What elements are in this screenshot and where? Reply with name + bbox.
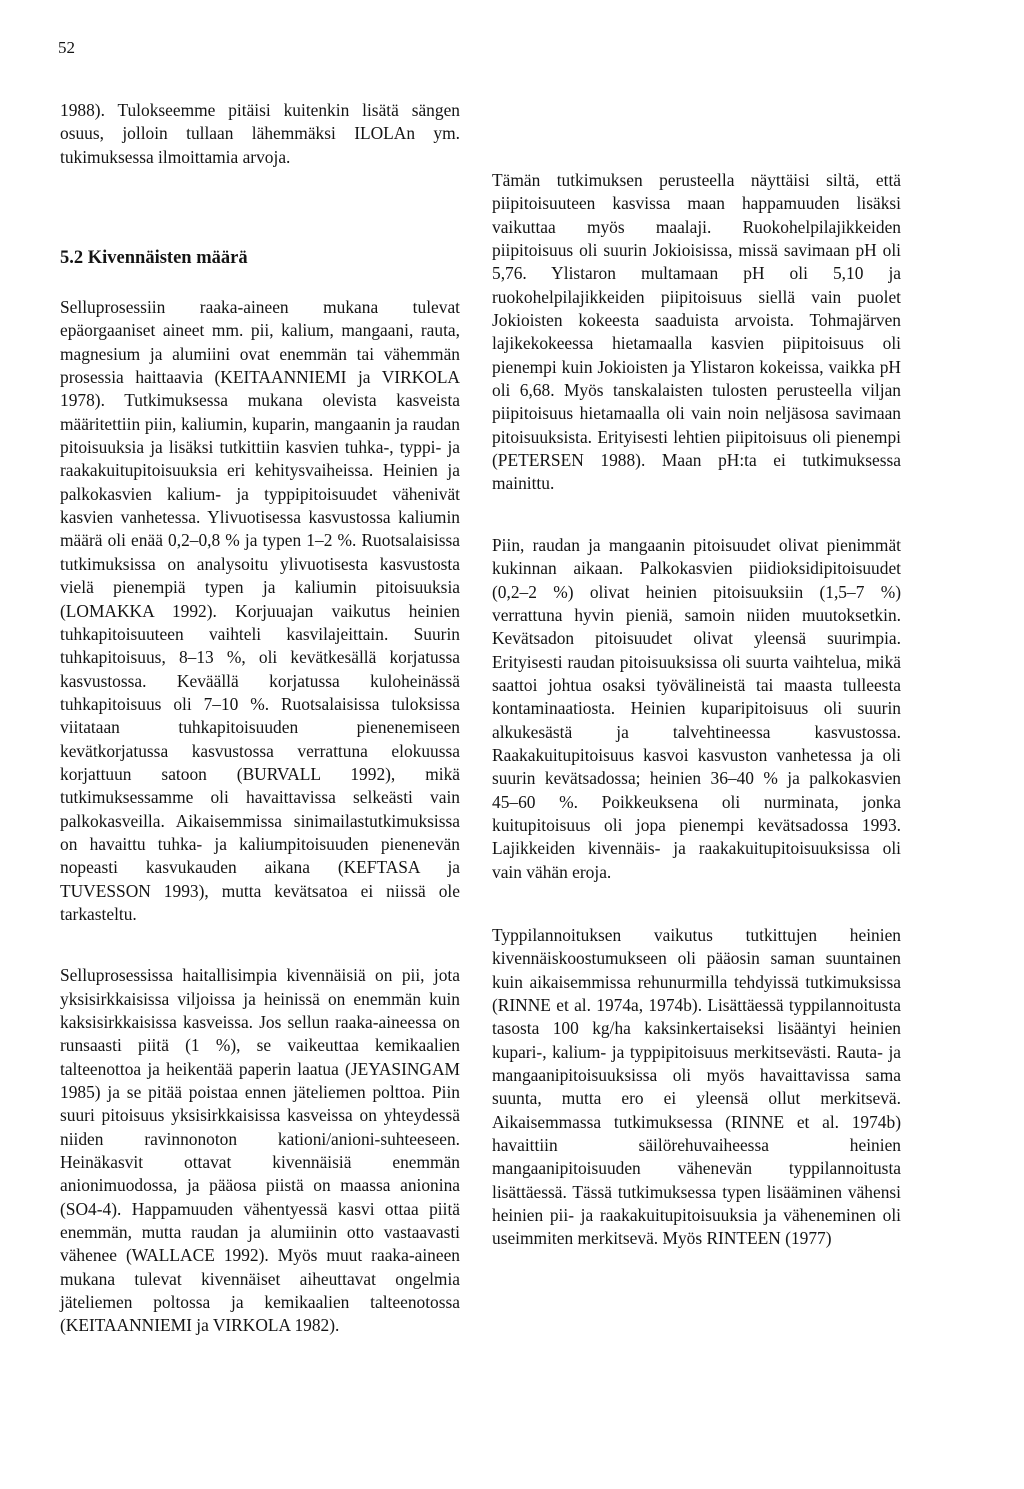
intro-paragraph: 1988). Tulokseemme pitäisi kuitenkin lisätä sängen osuus, jolloin tullaan lähemmäksi ILOLAn ym. tukimuksessa ilmoittamia arvoja.: [60, 100, 460, 167]
page-number: 52: [58, 38, 75, 57]
section-heading: 5.2 Kivennäisten määrä: [60, 248, 248, 269]
right-column: [492, 99, 901, 1251]
paragraph-nitrogen: Typpilannoituksen vaikutus tutkittujen heinien kivennäiskoostumukseen oli pääosin saman suuntainen kuin aikaisemmissa rehunurmilla tehdyissä tutkimuksissa (RINNE et al. 1974a, 1974b). Lisättäessä typpilannoitusta tasosta 100 kg/ha kaksinkertaiseksi lisääntyi heinien kupari-, kalium- ja typpipitoisuus merkitsevästi. Rauta- ja mangaanipitoisuuksissa oli myös havaittavissa sama suunta, mutta ero ei yleensä ollut merkitsevä. Aikaisemmassa tutkimuksessa (RINNE et al. 1974b) havaittiin säilörehuvaiheessa heinien mangaanipitoisuuden vähenevän typpilannoitusta lisättäessä. Tässä tutkimuksessa typen lisääminen vähensi heinien pii- ja raakakuitupitoisuuksia ja väheneminen oli useimmiten merkitsevä. Myös RINTEEN (1977): [492, 924, 901, 1249]
paragraph-silicon-intro: Selluprosessiin raaka-aineen mukana tulevat epäorgaaniset aineet mm. pii, kalium, mangaani, rauta, magnesium ja alumiini ovat enemmän tai vähemmän prosessia haittaavia (KEITAANNIEMI ja VIRKOLA 1978). Tutkimuksessa mukana olevista kasveista määritettiin piin, kaliumin, kuparin, mangaanin ja raudan pitoisuuksia ja lisäksi tutkittiin kasvien tuhka-, typpi- ja raakakuitupitoisuuksia eri kehitysvaiheissa. Heinien ja palkokasvien kalium- ja typpipitoisuudet vähenivät kasvien vanhetessa. Ylivuotisessa kasvustossa kaliumin määrä oli enää 0,2–0,8 % ja typen 1–2 %. Ruotsalaisissa tutkimuksissa on analysoitu ylivuotisesta kasvustosta vielä pienempiä typen ja kaliumin pitoisuuksia (LOMAKKA 1992). Korjuuajan vaikutus heinien tuhkapitoisuuteen vaihteli kasvilajeittain. Suurin tuhkapitoisuus, 8–13 %, oli kevätkesällä korjatussa kasvustossa. Keväällä korjatussa kuloheinässä tuhkapitoisuus oli 7–10 %. Ruotsalaisissa tuloksissa viitataan tuhkapitoisuuden pienenemiseen kevätkorjatussa kasvustossa verrattuna elokuussa korjattuun satoon (BURVALL 1992), mikä tutkimuksessamme oli havaittavissa selkeästi vain palkokasveilla. Aikaisemmissa sinimailastutkimuksissa on havaittu tuhka- ja kaliumpitoisuuden pienenevän nopeasti kasvukauden aikana (KEFTASA ja TUVESSON 1993), mutta kevätsatoa ei niissä ole tarkasteltu.: [60, 297, 460, 924]
paragraph-soil-effect: Tämän tutkimuksen perusteella näyttäisi siltä, että piipitoisuuteen kasvissa maan happamuuden lisäksi vaikuttaa myös maalaji. Ruokohelpilajikkeiden piipitoisuus oli suurin Jokioisissa, missä savimaan pH oli 5,76. Ylistaron multamaan pH oli 5,10 ja ruokohelpilajikkeiden piipitoisuus siellä vain puolet Jokioisten kokeesta saaduista arvoista. Tohmajärven lajikekokeessa hietamaalla kasvien piipitoisuus oli pienempi kuin Jokioisten ja Ylistaron kokeissa, vaikka pH oli 6,68. Myös tanskalaisten tulosten perusteella viljan piipitoisuus hietamaalla oli vain noin neljäsosa savimaan pitoisuuksista. Erityisesti lehtien piipitoisuus oli pienempi (PETERSEN 1988). Maan pH:ta ei tutkimuksessa mainittu.: [492, 170, 901, 494]
left-column: [60, 99, 460, 1338]
paragraph-concentrations: Piin, raudan ja mangaanin pitoisuudet olivat pienimmät kukinnan aikaan. Palkokasvien piidioksidipitoisuudet (0,2–2 %) olivat heinien pitoisuuksiin (1,5–7 %) verrattuna hyvin pieniä, samoin niiden muutoksetkin. Kevätsadon pitoisuudet olivat yleensä suurimpia. Erityisesti raudan pitoisuuksissa oli suurta vaihtelua, mikä saattoi johtua osaksi työvälineistä tai maasta tulleesta kontaminaatiosta. Heinien kuparipitoisuus oli suurin alkukesästä ja talvehtineessa kasvustossa. Raakakuitupitoisuus kasvoi kasvuston vanhetessa ja oli suurin kevätsadossa; heinien 36–40 % ja palkokasvien 45–60 %. Poikkeuksena oli nurminata, jonka kuitupitoisuus oli jopa pienempi kevätsadossa 1993. Lajikkeiden kivennäis- ja raakakuitupitoisuuksissa oli vain vähän eroja.: [492, 534, 901, 882]
paragraph-silicon-harm: Selluprosessissa haitallisimpia kivennäisiä on pii, jota yksisirkkaisissa viljoissa ja heinissä on enemmän kuin kaksisirkkaisissa kasveissa. Jos sellun raaka-aineessa on runsaasti piitä (1 %), se vaikeuttaa kemikaalien talteenottoa ja heikentää paperin laatua (JEYASINGAM 1985) ja se pitää poistaa ennen jäteliemen polttoa. Piin suuri pitoisuus yksisirkkaisissa kasveissa on yhteydessä niiden ravinnonoton kationi/anioni-suhteeseen. Heinäkasvit ottavat kivennäisiä enemmän anionimuodossa, ja pääosa piistä on maassa anionina (SO4-4). Happamuuden vähentyessä kasvi ottaa piitä enemmän, mutta raudan ja alumiinin otto vastaavasti vähenee (WALLACE 1992). Myös muut raaka-aineen mukana tulevat kivennäiset aiheuttavat ongelmia jäteliemen poltossa ja kemikaalien talteenotossa (KEITAANNIEMI ja VIRKOLA 1982).: [60, 965, 460, 1336]
